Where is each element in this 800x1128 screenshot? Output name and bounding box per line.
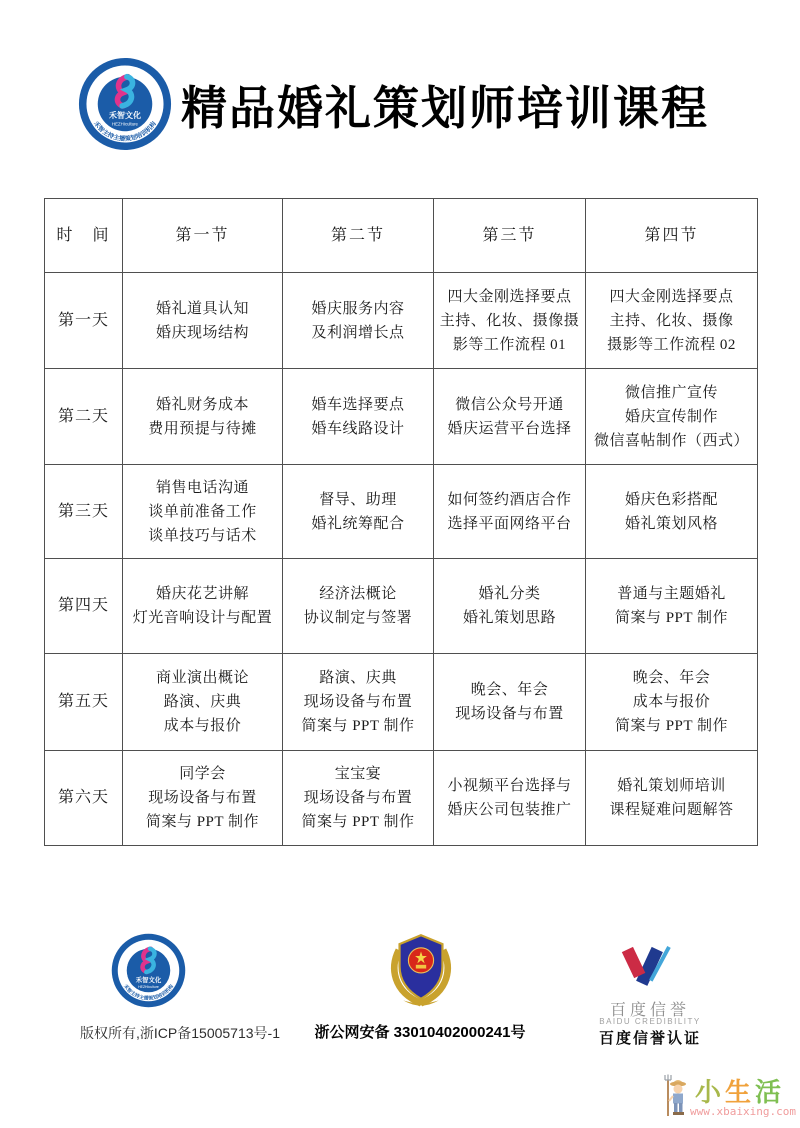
day-label-4 bbox=[45, 654, 123, 751]
cell-line: 现场设备与布置 bbox=[303, 790, 413, 806]
cell-line: 路演、庆典 bbox=[163, 694, 242, 710]
police-record-text: 浙公网安备 33010402000241号 bbox=[314, 1024, 526, 1041]
cell-line: 主持、化妆、摄像摄 bbox=[439, 312, 580, 329]
course-cell-5-3 bbox=[586, 751, 757, 845]
cell-line: 摄影等工作流程 02 bbox=[607, 336, 736, 353]
cell-line: 费用预提与待摊 bbox=[148, 420, 257, 437]
cell-line: 商业演出概论 bbox=[155, 670, 249, 686]
cell-line: 晚会、年会 bbox=[632, 670, 711, 686]
cell-line: 第一天 bbox=[57, 311, 109, 329]
cell-line: 微信公众号开通 bbox=[455, 396, 564, 413]
course-cell-3-2 bbox=[434, 559, 586, 654]
course-cell-2-1 bbox=[283, 465, 434, 559]
hezhi-logo-footer bbox=[111, 933, 186, 1008]
cell-line: 现场设备与布置 bbox=[455, 706, 564, 722]
cell-line: 婚礼分类 bbox=[478, 586, 541, 602]
cell-line: 婚庆现场结构 bbox=[155, 324, 249, 341]
cell-line: 婚庆色彩搭配 bbox=[624, 491, 718, 508]
cell-line: 第三节 bbox=[482, 226, 537, 244]
cell-line: 同学会 bbox=[179, 766, 226, 782]
cell-line: 简案与 PPT 制作 bbox=[614, 718, 729, 734]
cell-line: 第六天 bbox=[57, 789, 109, 806]
cell-line: 时 间 bbox=[56, 226, 111, 244]
course-cell-4-2 bbox=[434, 654, 586, 751]
course-cell-4-0 bbox=[123, 654, 283, 751]
cell-line: 现场设备与布置 bbox=[148, 790, 257, 806]
cell-line: 灯光音响设计与配置 bbox=[132, 610, 273, 626]
cell-line: 婚礼策划风格 bbox=[624, 515, 718, 532]
cell-line: 婚庆服务内容 bbox=[311, 300, 405, 317]
site-watermark bbox=[664, 1072, 796, 1124]
course-cell-0-1 bbox=[283, 273, 434, 369]
cell-line: 协议制定与签署 bbox=[303, 610, 413, 626]
cell-line: 微信推广宣传 bbox=[624, 384, 718, 401]
cell-line: 婚庆宣传制作 bbox=[624, 408, 718, 425]
cell-line: 简案与 PPT 制作 bbox=[301, 814, 415, 830]
course-cell-5-0 bbox=[123, 751, 283, 845]
cell-line: 第五天 bbox=[57, 693, 109, 710]
cell-line: 四大金刚选择要点 bbox=[609, 288, 734, 305]
cell-line: 小视频平台选择与 bbox=[447, 778, 572, 794]
course-cell-0-3 bbox=[586, 273, 757, 369]
course-cell-5-2 bbox=[434, 751, 586, 845]
cell-line: 第四天 bbox=[57, 597, 109, 614]
cell-line: 简案与 PPT 制作 bbox=[614, 610, 729, 626]
cell-line: 督导、助理 bbox=[319, 491, 397, 508]
cell-line: 经济法概论 bbox=[319, 586, 397, 602]
cell-line: 婚庆公司包装推广 bbox=[447, 802, 572, 818]
course-cell-3-3 bbox=[586, 559, 757, 654]
page-title: 精品婚礼策划师培训课程 bbox=[181, 83, 709, 134]
cell-line: 如何签约酒店合作 bbox=[447, 491, 572, 508]
cell-line: 第一节 bbox=[175, 226, 230, 244]
baidu-caption: 百度信誉认证 bbox=[598, 1030, 701, 1047]
watermark-char: 活 bbox=[755, 1078, 786, 1107]
cell-line: 课程疑难问题解答 bbox=[609, 802, 734, 818]
table-header-0 bbox=[45, 199, 123, 273]
course-cell-2-2 bbox=[434, 465, 586, 559]
cell-line: 成本与报价 bbox=[632, 694, 711, 710]
cell-line: 宝宝宴 bbox=[334, 766, 382, 782]
police-badge-icon bbox=[384, 929, 458, 1011]
course-cell-4-1 bbox=[283, 654, 434, 751]
table-header-2 bbox=[283, 199, 434, 273]
cell-line: 第二节 bbox=[330, 226, 385, 244]
cell-line: 成本与报价 bbox=[163, 718, 242, 734]
cell-line: 简案与 PPT 制作 bbox=[145, 814, 260, 830]
cell-line: 第四节 bbox=[644, 226, 699, 244]
cell-line: 婚礼财务成本 bbox=[155, 396, 249, 413]
cell-line: 第三天 bbox=[57, 502, 109, 520]
table-header-4 bbox=[586, 199, 757, 273]
cell-line: 影等工作流程 01 bbox=[452, 336, 567, 353]
cell-line: 销售电话沟通 bbox=[155, 479, 249, 496]
hezhi-logo bbox=[78, 57, 172, 151]
course-cell-5-1 bbox=[283, 751, 434, 845]
cell-line: 现场设备与布置 bbox=[303, 694, 413, 710]
baidu-credibility-icon bbox=[610, 943, 676, 995]
cell-line: 路演、庆典 bbox=[319, 670, 397, 686]
course-cell-2-3 bbox=[586, 465, 757, 559]
watermark-url: www.xbaixing.com bbox=[690, 1105, 796, 1118]
cell-line: 晚会、年会 bbox=[470, 682, 549, 698]
course-cell-1-1 bbox=[283, 369, 434, 465]
farmer-mascot-icon bbox=[664, 1074, 692, 1120]
day-label-5 bbox=[45, 751, 123, 845]
course-cell-1-2 bbox=[434, 369, 586, 465]
cell-line: 婚车线路设计 bbox=[311, 420, 405, 437]
course-cell-3-0 bbox=[123, 559, 283, 654]
day-label-3 bbox=[45, 559, 123, 654]
cell-line: 婚礼策划师培训 bbox=[617, 778, 726, 794]
cell-line: 普通与主题婚礼 bbox=[617, 586, 726, 602]
cell-line: 微信喜帖制作（西式） bbox=[593, 432, 749, 449]
cell-line: 主持、化妆、摄像 bbox=[609, 312, 734, 329]
baidu-subtitle: BAIDU CREDIBILITY bbox=[599, 1017, 701, 1026]
watermark-title bbox=[695, 1072, 785, 1109]
day-label-1 bbox=[45, 369, 123, 465]
cell-line: 婚庆花艺讲解 bbox=[155, 586, 249, 602]
course-cell-2-0 bbox=[123, 465, 283, 559]
copyright-text: 版权所有,浙ICP备15005713号-1 bbox=[80, 1025, 280, 1041]
cell-line: 婚庆运营平台选择 bbox=[447, 420, 572, 437]
course-cell-1-3 bbox=[586, 369, 757, 465]
course-cell-4-3 bbox=[586, 654, 757, 751]
cell-line: 谈单前准备工作 bbox=[148, 503, 257, 520]
cell-line: 婚车选择要点 bbox=[311, 396, 405, 413]
day-label-0 bbox=[45, 273, 123, 369]
course-cell-0-2 bbox=[434, 273, 586, 369]
cell-line: 婚礼策划思路 bbox=[462, 610, 556, 626]
table-header-1 bbox=[123, 199, 283, 273]
cell-line: 婚礼统筹配合 bbox=[311, 515, 405, 532]
table-header-3 bbox=[434, 199, 586, 273]
course-table bbox=[44, 198, 758, 846]
cell-line: 谈单技巧与话术 bbox=[148, 527, 257, 544]
cell-line: 婚礼道具认知 bbox=[155, 300, 249, 317]
course-cell-3-1 bbox=[283, 559, 434, 654]
watermark-char: 小 bbox=[695, 1078, 726, 1107]
course-cell-0-0 bbox=[123, 273, 283, 369]
cell-line: 及利润增长点 bbox=[311, 324, 405, 341]
cell-line: 选择平面网络平台 bbox=[447, 515, 572, 532]
cell-line: 简案与 PPT 制作 bbox=[301, 718, 415, 734]
course-cell-1-0 bbox=[123, 369, 283, 465]
watermark-char: 生 bbox=[725, 1078, 756, 1107]
baidu-title: 百度信誉 bbox=[609, 1002, 690, 1019]
cell-line: 四大金刚选择要点 bbox=[447, 288, 572, 305]
cell-line: 第二天 bbox=[57, 407, 109, 425]
day-label-2 bbox=[45, 465, 123, 559]
